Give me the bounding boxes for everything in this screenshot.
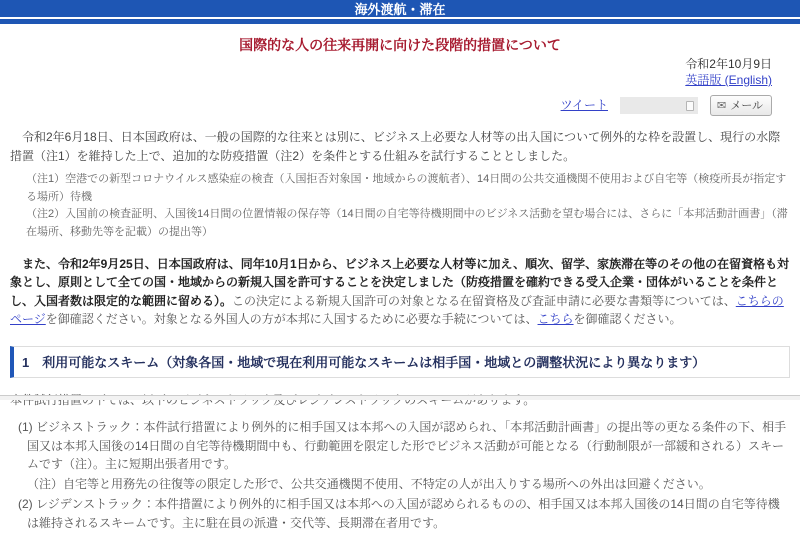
note-2: （注2）入国前の検査証明、入国後14日間の位置情報の保存等（14日間の自宅等待機期間中のビジネス活動を望む場合には、さらに「本邦活動計画書」（滞在場所、移動先等を記載）の提出等） xyxy=(26,208,788,238)
page-icon xyxy=(686,101,694,111)
next-section-edge xyxy=(0,395,800,400)
publication-date: 令和2年10月9日 xyxy=(685,57,772,71)
english-version-link[interactable]: 英語版 (English) xyxy=(685,73,772,87)
paragraph-2-text-3: を御確認ください。 xyxy=(573,312,682,327)
share-row xyxy=(0,95,772,116)
business-track-note: （注）自宅等と用務先の往復等の限定した形で、公共交通機関不使用、不特定の人が出入りする場所への外出は回避ください。 xyxy=(27,476,711,491)
page-title: 国際的な人の往来再開に向けた段階的措置について xyxy=(239,37,561,53)
paragraph-2-text-2: を御確認ください。対象となる外国人の方が本邦に入国するために必要な手続については、 xyxy=(45,312,538,327)
mail-button[interactable] xyxy=(710,95,772,116)
mail-button-label: メール xyxy=(730,100,763,112)
intro-paragraph-1: 令和2年6月18日、日本国政府は、一般の国際的な往来とは別に、ビジネス上必要な人材等の出入国について例外的な枠を設置し、現行の水際措置（注1）を維持した上で、追加的な防疫措置（注2）を条件とする仕組みを試行することとしました。 xyxy=(10,130,781,163)
scheme-list xyxy=(10,418,790,533)
section-1-heading: 1 利用可能なスキーム（対象各国・地域で現在利用可能なスキームは相手国・地域との調整状況により異なります） xyxy=(10,346,790,378)
tweet-link[interactable]: ツイート xyxy=(560,98,608,112)
note-1: （注1）空港での新型コロナウイルス感染症の検査（入国拒否対象国・地域からの渡航者）、14日間の公共交通機関不使用および自宅等（検疫所長が指定する場所）待機 xyxy=(26,173,787,203)
business-track-item: (1) ビジネストラック：本件試行措置により例外的に相手国又は本邦への入国が認められ、「本邦活動計画書」の提出等の更なる条件の下、相手国又は本邦入国後の14日間の自宅等待機期間中も、行動範囲を限定した形でビジネス活動が可能となる（行動制限が一部緩和される）スキームです（注）。主に短期出張者用です。 xyxy=(18,419,787,472)
residence-track-item: (2) レジデンストラック：本件措置により例外的に相手国又は本邦への入国が認められるものの、相手国又は本邦入国後の14日間の自宅等待機は維持されるスキームです。主に駐在員の派遣・交代等、長期滞在者用です。 xyxy=(18,497,780,530)
page-meta xyxy=(0,57,800,116)
banner-rule xyxy=(0,19,800,24)
mail-icon: ✉ xyxy=(717,99,727,112)
main-content xyxy=(0,128,800,533)
intro-notes xyxy=(26,171,790,241)
category-banner-title: 海外渡航・滞在 xyxy=(0,0,800,19)
intro-paragraph-2 xyxy=(10,255,790,329)
category-banner xyxy=(0,0,800,24)
kochira-link[interactable]: こちら xyxy=(537,312,574,327)
share-widget[interactable] xyxy=(620,97,698,114)
paragraph-2-text-1: この決定による新規入国許可の対象となる在留資格及び査証申請に必要な書類等については、 xyxy=(232,293,736,308)
paragraph-2-bold-text: また、令和2年9月25日、日本国政府は、同年10月1日から、ビジネス上必要な人材等に加え、順次、留学、家族滞在等のその他の在留資格も対象とし、原則として全ての国・地域からの新規入国を許可することを決定しました（防疫措置を確約できる受入企業・団体がいることを条件とし、入国者数は限定的な範囲に留める）。 xyxy=(10,256,790,308)
kochira-no-page-link[interactable]: こちらのページ xyxy=(10,293,784,327)
